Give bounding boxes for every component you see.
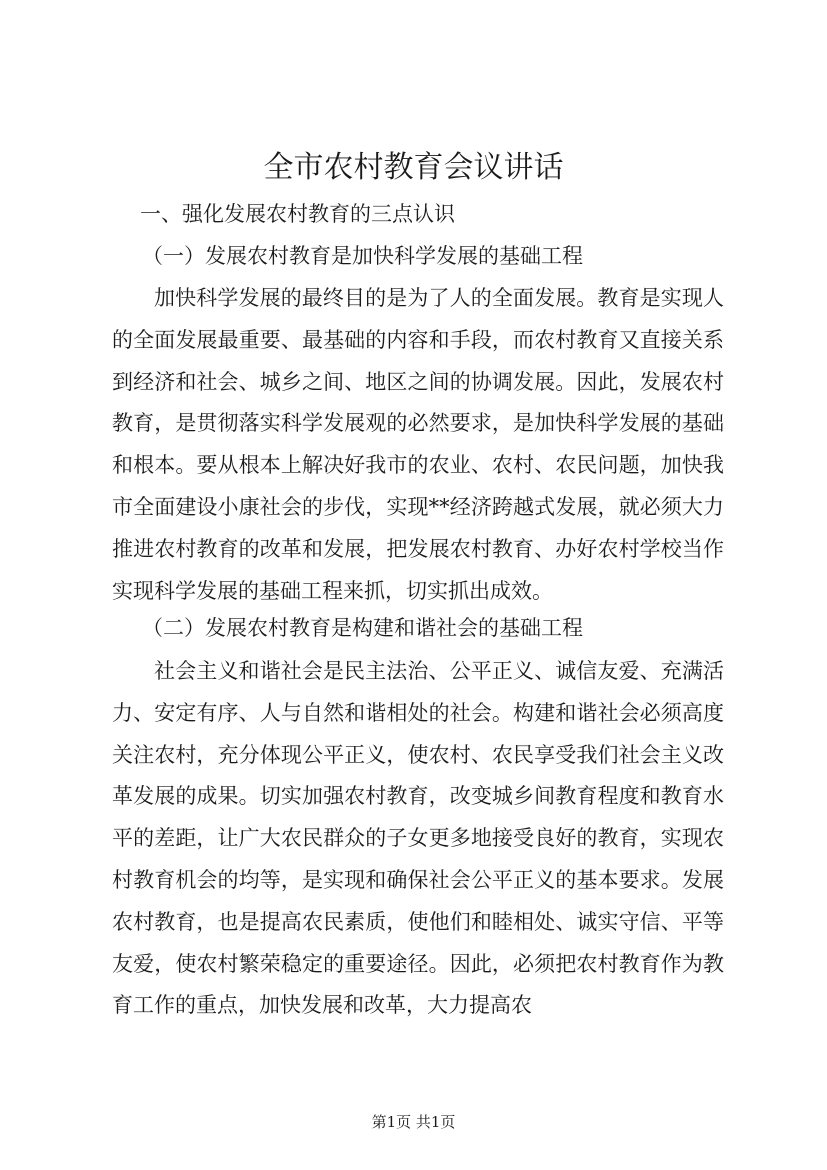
body-paragraph-1: 加快科学发展的最终目的是为了人的全面发展。教育是实现人的全面发展最重要、最基础的内容和手段，而农村教育又直接关系到经济和社会、城乡之间、地区之间的协调发展。因此，发展农村教育，是贯彻落实科学发展观的必然要求，是加快科学发展的基础和根本。要从根本上解决好我市的农业、农村、农民问题，加快我市全面建设小康社会的步伐，实现**经济跨越式发展，就必须大力推进农村教育的改革和发展，把发展农村教育、办好农村学校当作实现科学发展的基础工程来抓，切实抓出成效。	[112, 286, 724, 603]
paragraph-block-2	[112, 651, 724, 1027]
body-paragraph-2: 社会主义和谐社会是民主法治、公平正义、诚信友爱、充满活力、安定有序、人与自然和谐相处的社会。构建和谐社会必须高度关注农村，充分体现公平正义，使农村、农民享受我们社会主义改革发展的成果。切实加强农村教育，改变城乡间教育程度和教育水平的差距，让广大农民群众的子女更多地接受良好的教育，实现农村教育机会的均等，是实现和确保社会公平正义的基本要求。发展农村教育，也是提高农民素质，使他们和睦相处、诚实守信、平等友爱，使农村繁荣稳定的重要途径。因此，必须把农村教育作为教育工作的重点，加快发展和改革，大力提高农	[112, 659, 724, 1018]
subheading-2: （二）发展农村教育是构建和谐社会的基础工程	[142, 616, 583, 640]
section-heading: 一、强化发展农村教育的三点认识	[140, 202, 455, 226]
page-footer: 第1页 共1页	[371, 1113, 456, 1131]
subheading-block-2	[112, 610, 724, 646]
document-title: 全市农村教育会议讲话	[263, 150, 564, 185]
subheading-1: （一）发展农村教育是加快科学发展的基础工程	[142, 244, 583, 268]
paragraph-block-1	[112, 278, 724, 612]
subheading-block-1	[112, 238, 724, 274]
section-heading-block	[112, 196, 724, 232]
